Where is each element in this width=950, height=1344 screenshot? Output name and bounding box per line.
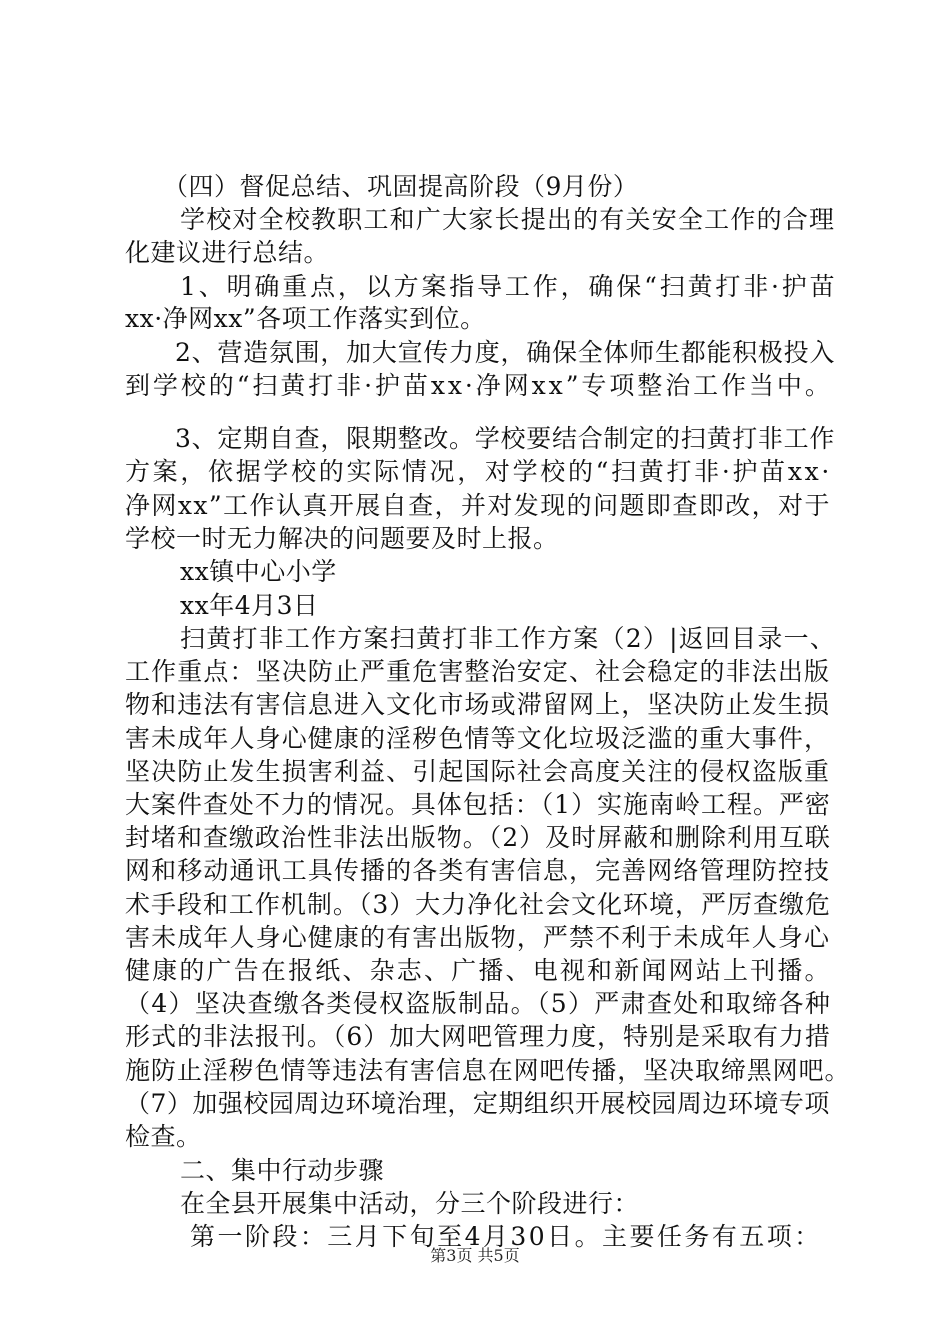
text-line: 3、定期自查，限期整改。学校要结合制定的扫黄打非工作 <box>175 424 836 453</box>
text-line: 大案件查处不力的情况。具体包括：（1）实施南岭工程。严密 <box>125 790 831 819</box>
text-line: 净网xx”工作认真开展自查，并对发现的问题即查即改，对于 <box>125 491 831 520</box>
text-line: 2、营造氛围，加大宣传力度，确保全体师生都能积极投入 <box>175 338 836 367</box>
text-line: 工作重点：坚决防止严重危害整治安定、社会稳定的非法出版 <box>125 657 831 686</box>
text-line: （7）加强校园周边环境治理，定期组织开展校园周边环境专项 <box>125 1089 830 1118</box>
text-line: 健康的广告在报纸、杂志、广播、电视和新闻网站上刊播。 <box>125 956 832 985</box>
text-line: 检查。 <box>125 1122 202 1151</box>
text-line: 学校一时无力解决的问题要及时上报。 <box>125 524 559 553</box>
text-line: 封堵和查缴政治性非法出版物。（2）及时屏蔽和删除利用互联 <box>125 823 831 852</box>
text-line: （4）坚决查缴各类侵权盗版制品。（5）严肃查处和取缔各种 <box>125 989 832 1018</box>
text-line: 施防止淫秽色情等违法有害信息在网吧传播，坚决取缔黑网吧。 <box>125 1056 851 1085</box>
text-line: 物和违法有害信息进入文化市场或滞留网上，坚决防止发生损 <box>125 690 831 719</box>
page-footer: 第3页 共5页 <box>430 1246 520 1265</box>
text-line: xx·净网xx”各项工作落实到位。 <box>125 304 486 333</box>
text-line: 形式的非法报刊。（6）加大网吧管理力度，特别是采取有力措 <box>125 1022 831 1051</box>
text-line: 1、明确重点，以方案指导工作，确保“扫黄打非·护苗 <box>180 272 838 301</box>
text-line: 害未成年人身心健康的淫秽色情等文化垃圾泛滥的重大事件， <box>125 724 831 753</box>
text-line: 在全县开展集中活动，分三个阶段进行： <box>180 1189 640 1218</box>
text-line: 坚决防止发生损害利益、引起国际社会高度关注的侵权盗版重 <box>125 757 831 786</box>
text-line: 二、集中行动步骤 <box>180 1156 385 1185</box>
text-line: 扫黄打非工作方案扫黄打非工作方案（2）|返回目录一、 <box>180 624 837 653</box>
text-line: xx镇中心小学 <box>180 557 337 586</box>
text-line: 学校对全校教职工和广大家长提出的有关安全工作的合理 <box>180 205 836 234</box>
text-line: 到学校的“扫黄打非·护苗xx·净网xx”专项整治工作当中。 <box>125 371 833 400</box>
text-line: 方案，依据学校的实际情况，对学校的“扫黄打非·护苗xx· <box>125 457 833 486</box>
text-line: 术手段和工作机制。（3）大力净化社会文化环境，严厉查缴危 <box>125 890 831 919</box>
text-line: （四）督促总结、巩固提高阶段（9月份） <box>163 172 639 201</box>
text-line: 害未成年人身心健康的有害出版物，严禁不利于未成年人身心 <box>125 923 831 952</box>
text-line: 第一阶段：三月下旬至4月30日。主要任务有五项： <box>190 1222 822 1251</box>
text-line: 网和移动通讯工具传播的各类有害信息，完善网络管理防控技 <box>125 856 831 885</box>
text-line: 化建议进行总结。 <box>125 238 330 267</box>
text-line: xx年4月3日 <box>180 591 319 620</box>
